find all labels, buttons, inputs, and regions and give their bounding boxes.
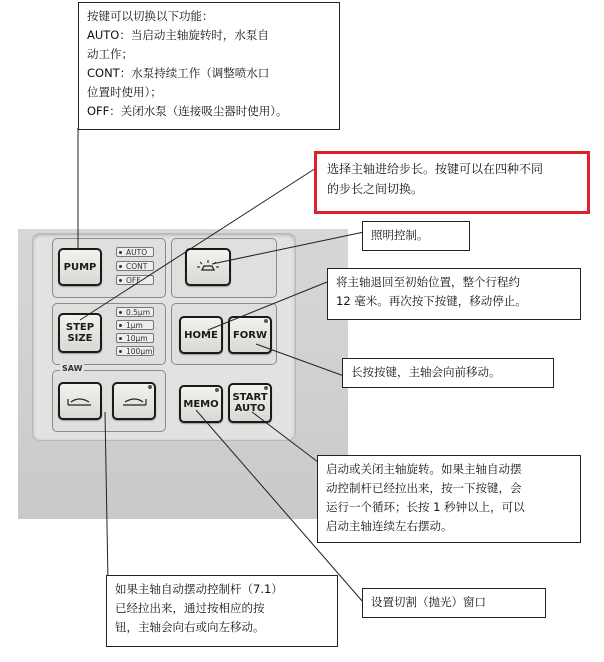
pump-option-cont: CONT — [116, 261, 154, 271]
step-option-0-5um: 0.5μm — [116, 307, 154, 317]
start-label-line1: START — [232, 392, 268, 403]
callout-home-line: 将主轴退回至初始位置，整个行程约 — [336, 275, 520, 289]
callout-forw-line: 长按按键，主轴会向前移动。 — [351, 365, 501, 379]
saw-label: SAW — [62, 364, 83, 373]
callout-pump — [78, 2, 340, 130]
pump-option-off: OFF — [116, 275, 154, 285]
leader-forw — [256, 344, 344, 376]
callout-pump-line: 按键可以切换以下功能： — [87, 9, 214, 23]
callout-step-line: 选择主轴进给步长。按键可以在四种不同 — [327, 162, 544, 176]
callout-memo — [362, 588, 546, 618]
step-size-label-line2: SIZE — [67, 333, 93, 344]
callout-pump-line: AUTO：当启动主轴旋转时，水泵自 — [87, 28, 269, 42]
callout-pump-line: 动工作； — [87, 47, 133, 61]
leader-light — [212, 232, 364, 264]
callout-home — [327, 268, 581, 320]
forw-button-label: FORW — [232, 329, 268, 341]
callout-pump-line: CONT：水泵持续工作（调整喷水口 — [87, 66, 270, 80]
pump-option-auto: AUTO — [116, 247, 154, 257]
callout-start — [317, 455, 581, 543]
callout-step-line: 的步长之间切换。 — [327, 182, 424, 196]
callout-pump-line: OFF：关闭水泵（连接吸尘器时使用）。 — [87, 104, 288, 118]
callout-start-line: 启动或关闭主轴旋转。如果主轴自动摆 — [326, 462, 522, 476]
callout-home-line: 12 毫米。再次按下按键，移动停止。 — [336, 294, 527, 308]
callout-memo-line: 设置切割（抛光）窗口 — [371, 595, 486, 609]
step-option-10um: 10μm — [116, 333, 154, 343]
callout-light-line: 照明控制。 — [371, 228, 429, 242]
leader-start — [252, 412, 318, 462]
callout-light — [362, 221, 470, 251]
callout-step-size — [314, 151, 590, 214]
callout-pump-line: 位置时使用）； — [87, 85, 162, 99]
callout-saw-line: 如果主轴自动摆动控制杆（7.1） — [115, 582, 283, 596]
callout-start-line: 动控制杆已经拉出来，按一下按键，会 — [326, 481, 522, 495]
pump-button-label: PUMP — [63, 261, 97, 273]
callout-saw-line: 已经拉出来，通过按相应的按 — [115, 601, 265, 615]
memo-button-label: MEMO — [183, 398, 219, 410]
callout-saw-line: 钮，主轴会向右或向左移动。 — [115, 620, 265, 634]
callout-forw — [342, 358, 554, 388]
leader-saw — [105, 412, 108, 582]
home-button-label: HOME — [184, 329, 218, 341]
leader-home — [208, 282, 327, 330]
callout-saw — [106, 575, 338, 647]
leader-step — [80, 168, 316, 320]
callout-start-line: 运行一个循环；长按 1 秒钟以上，可以 — [326, 500, 525, 514]
step-option-1um: 1μm — [116, 320, 154, 330]
step-size-label-line1: STEP — [65, 322, 95, 333]
start-label-line2: AUTO — [234, 403, 266, 414]
step-option-100um: 100μm — [116, 346, 154, 356]
callout-start-line: 启动主轴连续左右摆动。 — [326, 519, 453, 533]
